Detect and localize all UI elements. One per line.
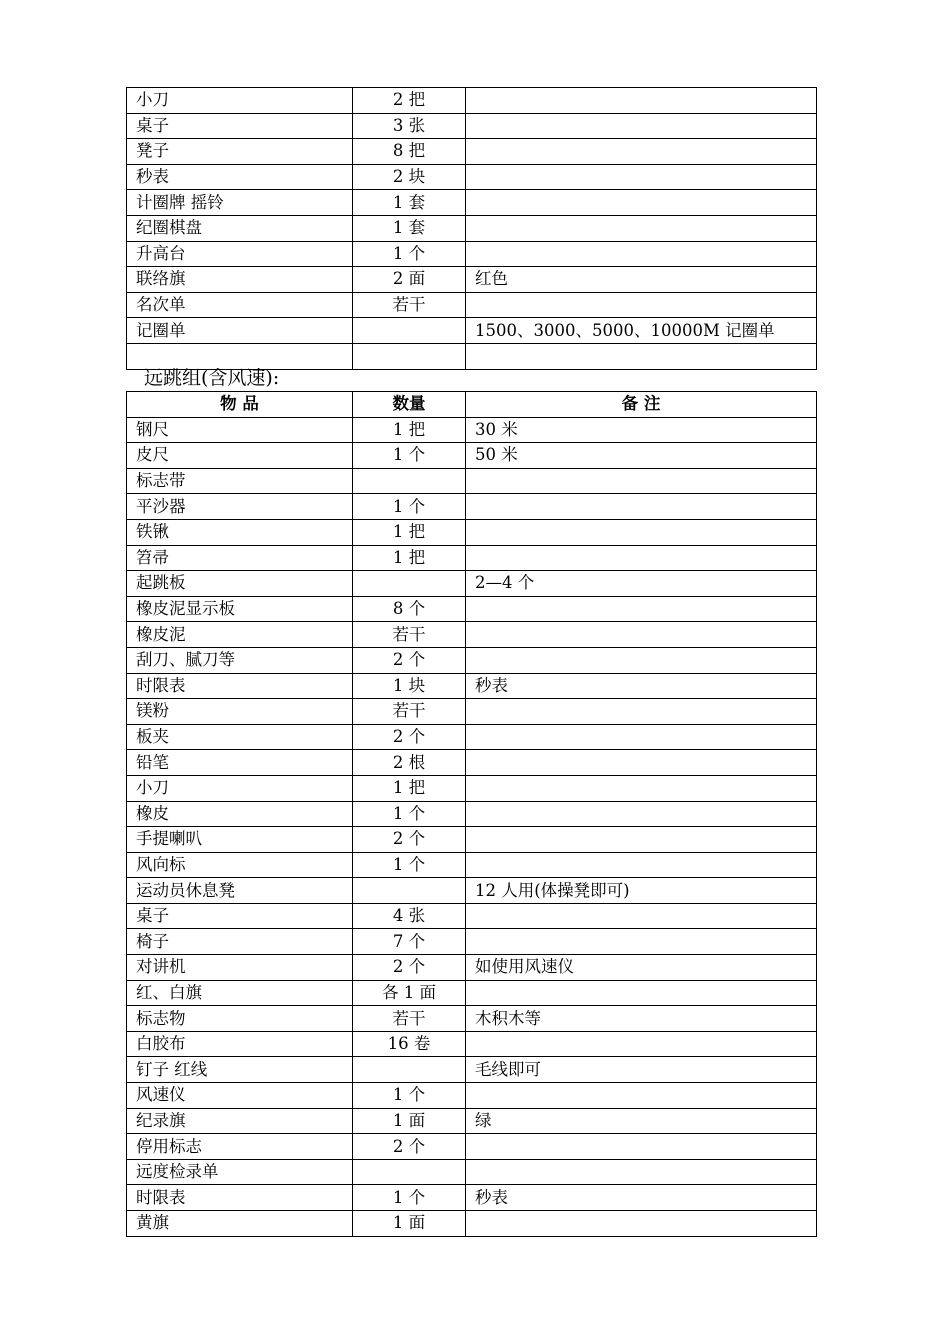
cell-qty: 若干 [353,1006,466,1032]
cell-note [466,139,817,165]
cell-qty: 1 把 [353,417,466,443]
table-row [127,417,817,443]
cell-item: 小刀 [127,88,353,114]
cell-qty: 若干 [353,699,466,725]
cell-qty [353,468,466,494]
table-row [127,318,817,344]
table-row [127,292,817,318]
cell-item: 运动员休息凳 [127,878,353,904]
cell-note [466,724,817,750]
table-row [127,775,817,801]
cell-note: 50 米 [466,443,817,469]
cell-note [466,1031,817,1057]
cell-item: 黄旗 [127,1211,353,1237]
cell-note [466,190,817,216]
cell-qty [353,571,466,597]
cell-item: 钉子 红线 [127,1057,353,1083]
cell-note [466,852,817,878]
cell-qty: 8 把 [353,139,466,165]
cell-qty [353,318,466,344]
cell-qty: 1 把 [353,775,466,801]
header-note: 备 注 [466,392,817,418]
cell-qty: 2 个 [353,827,466,853]
cell-item: 纪录旗 [127,1108,353,1134]
cell-qty: 各 1 面 [353,980,466,1006]
cell-item: 小刀 [127,775,353,801]
cell-qty: 若干 [353,622,466,648]
cell-item: 凳子 [127,139,353,165]
cell-qty [353,1057,466,1083]
table-row [127,929,817,955]
cell-qty: 1 把 [353,519,466,545]
cell-item: 铁锹 [127,519,353,545]
cell-note [466,215,817,241]
cell-item: 标志物 [127,1006,353,1032]
cell-item: 计圈牌 摇铃 [127,190,353,216]
cell-note: 2—4 个 [466,571,817,597]
table-row [127,545,817,571]
header-qty: 数量 [353,392,466,418]
cell-note: 如使用风速仪 [466,955,817,981]
equipment-table-jump-body [127,417,817,1236]
table-row [127,443,817,469]
cell-qty: 1 个 [353,1185,466,1211]
table-row [127,980,817,1006]
cell-item: 橡皮 [127,801,353,827]
cell-item: 笤帚 [127,545,353,571]
cell-note [466,647,817,673]
cell-note: 木积木等 [466,1006,817,1032]
table-row [127,596,817,622]
table-row [127,955,817,981]
cell-item: 升高台 [127,241,353,267]
table-row [127,622,817,648]
cell-note: 12 人用(体操凳即可) [466,878,817,904]
table-row [127,267,817,293]
cell-note [466,1159,817,1185]
cell-item: 橡皮泥显示板 [127,596,353,622]
cell-qty: 2 面 [353,267,466,293]
cell-note: 毛线即可 [466,1057,817,1083]
cell-item: 风速仪 [127,1083,353,1109]
cell-note [466,113,817,139]
cell-item: 时限表 [127,1185,353,1211]
cell-note [466,164,817,190]
cell-item: 铅笔 [127,750,353,776]
cell-qty: 8 个 [353,596,466,622]
cell-note [466,292,817,318]
cell-item: 时限表 [127,673,353,699]
equipment-table-jump [126,391,817,1237]
table-row [127,88,817,114]
cell-qty [353,1159,466,1185]
cell-qty: 7 个 [353,929,466,955]
cell-note [466,980,817,1006]
cell-qty: 2 根 [353,750,466,776]
cell-note: 秒表 [466,1185,817,1211]
cell-qty: 2 个 [353,955,466,981]
cell-item: 对讲机 [127,955,353,981]
cell-qty: 1 套 [353,215,466,241]
cell-note: 绿 [466,1108,817,1134]
cell-item: 风向标 [127,852,353,878]
table-row [127,139,817,165]
equipment-table-top-body [127,88,817,370]
cell-qty: 2 个 [353,1134,466,1160]
cell-note [466,750,817,776]
table-row [127,1159,817,1185]
cell-item: 记圈单 [127,318,353,344]
cell-item: 椅子 [127,929,353,955]
table-row [127,241,817,267]
cell-qty: 1 个 [353,241,466,267]
table-row [127,1211,817,1237]
table-row [127,1083,817,1109]
cell-note [466,596,817,622]
cell-item: 起跳板 [127,571,353,597]
cell-note [466,827,817,853]
table-row [127,571,817,597]
cell-note [466,241,817,267]
table-row [127,1134,817,1160]
table-row [127,190,817,216]
cell-item: 桌子 [127,903,353,929]
cell-item: 停用标志 [127,1134,353,1160]
cell-item: 红、白旗 [127,980,353,1006]
cell-item: 皮尺 [127,443,353,469]
cell-item: 远度检录单 [127,1159,353,1185]
cell-item: 纪圈棋盘 [127,215,353,241]
table-row [127,468,817,494]
table-row [127,699,817,725]
cell-note [466,468,817,494]
cell-item: 名次单 [127,292,353,318]
cell-note [466,545,817,571]
cell-item: 钢尺 [127,417,353,443]
table-row [127,1108,817,1134]
cell-qty: 2 块 [353,164,466,190]
table-row [127,1057,817,1083]
cell-note [466,494,817,520]
cell-qty: 2 个 [353,647,466,673]
cell-qty: 3 张 [353,113,466,139]
cell-qty: 1 面 [353,1108,466,1134]
cell-qty: 1 个 [353,1083,466,1109]
table-row [127,827,817,853]
cell-note [466,903,817,929]
cell-item: 刮刀、腻刀等 [127,647,353,673]
cell-note [466,1134,817,1160]
cell-qty: 1 把 [353,545,466,571]
table-row [127,724,817,750]
cell-qty: 若干 [353,292,466,318]
cell-qty: 1 个 [353,494,466,520]
cell-note [466,1083,817,1109]
table-row [127,903,817,929]
table-row [127,494,817,520]
cell-note [466,1211,817,1237]
cell-note: 30 米 [466,417,817,443]
cell-item: 秒表 [127,164,353,190]
table-row [127,878,817,904]
table-row [127,164,817,190]
table-row [127,1031,817,1057]
cell-qty [353,343,466,369]
cell-qty: 1 个 [353,801,466,827]
cell-item: 橡皮泥 [127,622,353,648]
cell-qty: 4 张 [353,903,466,929]
cell-qty: 2 把 [353,88,466,114]
cell-qty: 1 块 [353,673,466,699]
table-row [127,852,817,878]
table-header-row [127,392,817,418]
cell-item: 标志带 [127,468,353,494]
section-title-long-jump: 远跳组(含风速): [144,367,280,389]
cell-note [466,929,817,955]
cell-qty: 16 卷 [353,1031,466,1057]
table-row [127,1006,817,1032]
table-row [127,673,817,699]
cell-qty: 1 个 [353,852,466,878]
cell-qty: 1 个 [353,443,466,469]
cell-note [466,775,817,801]
cell-note [466,622,817,648]
cell-note [466,801,817,827]
cell-qty: 1 套 [353,190,466,216]
cell-note: 秒表 [466,673,817,699]
table-row [127,647,817,673]
cell-item: 手提喇叭 [127,827,353,853]
table-row [127,519,817,545]
cell-note: 红色 [466,267,817,293]
cell-qty: 2 个 [353,724,466,750]
cell-qty [353,878,466,904]
cell-qty: 1 面 [353,1211,466,1237]
cell-note: 1500、3000、5000、10000M 记圈单 [466,318,817,344]
cell-item: 板夹 [127,724,353,750]
cell-note [466,88,817,114]
table-row [127,215,817,241]
cell-item: 镁粉 [127,699,353,725]
cell-note [466,343,817,369]
table-row [127,750,817,776]
table-row [127,801,817,827]
table-row [127,1185,817,1211]
cell-note [466,699,817,725]
table-row [127,113,817,139]
equipment-table-top [126,87,817,370]
cell-item: 联络旗 [127,267,353,293]
cell-item: 白胶布 [127,1031,353,1057]
cell-item: 桌子 [127,113,353,139]
cell-note [466,519,817,545]
header-item: 物 品 [127,392,353,418]
cell-item: 平沙器 [127,494,353,520]
